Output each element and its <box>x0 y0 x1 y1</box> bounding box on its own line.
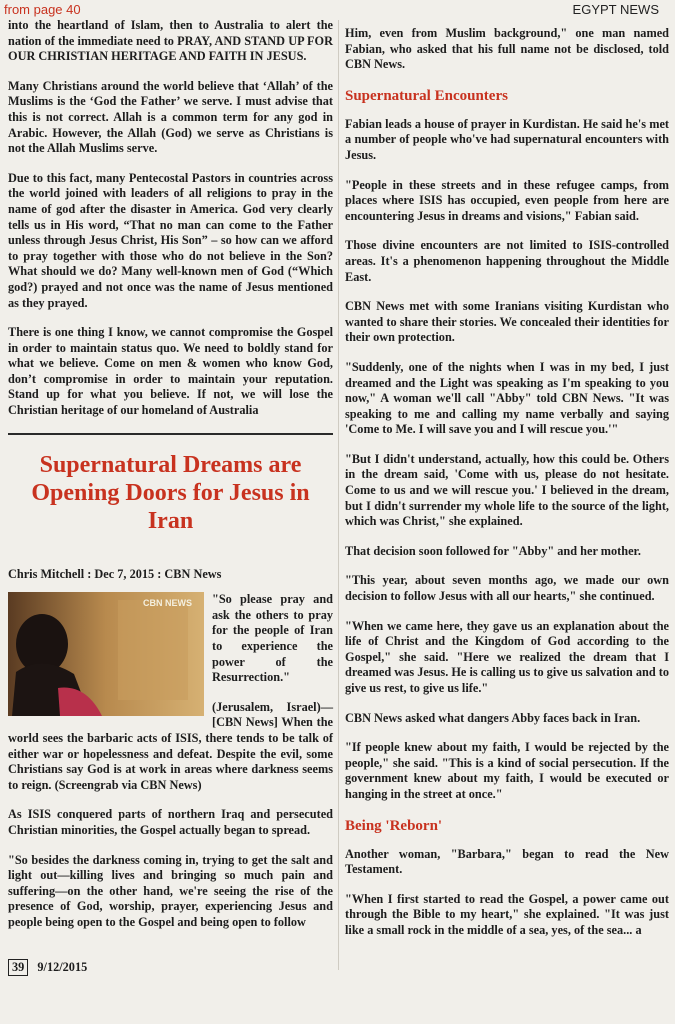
paragraph: Fabian leads a house of prayer in Kurdistan. He said he's met a number of people who've had supernatural encounters with Jesus. <box>345 116 669 162</box>
paragraph: "If people knew about my faith, I would be rejected by the people," she said. "This is a kind of social persecution. If the government knew about my faith, I would be executed or hanging in the street at once." <box>345 740 669 801</box>
article-photo <box>8 592 204 716</box>
paragraph: "But I didn't understand, actually, how this could be. Others in the dream said, 'Come with us, please do not hesitate. Come to us and we will rescue you.' I believed in the dream, but I didn't surrender my whole life to the source of the light, which was Christ," she explained. <box>345 451 669 529</box>
paragraph: Another woman, "Barbara," began to read the New Testament. <box>345 846 669 877</box>
paragraph: Him, even from Muslim background," one man named Fabian, who asked that his full name not be disclosed, told CBN News. <box>345 26 669 72</box>
section-heading: Supernatural Encounters <box>345 87 508 104</box>
article-divider <box>8 433 333 435</box>
paragraph: Due to this fact, many Pentecostal Pastors in countries across the world joined with leaders of all religions to pray in the name of god after the disaster in America. God very clearly tells us in His word, “That no man can come to the Father unless through Jesus Christ, His Son” – so how can we afford to pray together with those who do not believe in the Son? What should we do? Many well-known men of God (“Which god?) prayed and not once was the name of Jesus mentioned as they prayed. <box>8 170 333 310</box>
page-number: 39 <box>8 959 28 976</box>
paragraph: "So please pray and ask the others to pray for the people of Iran to experience the power of the Resurrection." <box>212 592 333 685</box>
continued-from-label: from page 40 <box>4 2 81 17</box>
paragraph: "When we came here, they gave us an explanation about the life of Christ and the Kingdom of God according to the Gospel," she said. "Here we realized the dream that I dreamed was Jesus. He is calling us to give us salvation and to give us rest, to give us life." <box>345 618 669 695</box>
paragraph: "So besides the darkness coming in, trying to get the salt and light out—killing lives and bringing so much pain and suffering—on the other hand, we're seeing the rise of the presence of God, worship, prayer, experiencing Jesus and people being open to the Gospel and being open to follow <box>8 852 333 929</box>
paragraph: "This year, about seven months ago, we made our own decision to follow Jesus with all our hearts," she continued. <box>345 573 669 604</box>
article-headline: Supernatural Dreams are Opening Doors for Jesus in Iran <box>31 451 310 534</box>
paragraph: There is one thing I know, we cannot compromise the Gospel in order to maintain status quo. We need to boldly stand for what we believe. Come on men & women who know God, don’t compromise in order to maintain your reputation. Stand up for what you believe. If not, we will lose the Christian heritage of our homeland of Australia <box>8 325 333 418</box>
paragraph: "Suddenly, one of the nights when I was in my bed, I just dreamed and the Light was speaking as I'm speaking to you now," A woman we'll call "Abby" told CBN News. "It was speaking to me and calling my name verbally and saying 'Come to Me. I will save you and I will rescue you.'" <box>345 359 669 437</box>
paragraph: Those divine encounters are not limited to ISIS-controlled areas. It's a phenomenon happening throughout the Middle East. <box>345 238 669 284</box>
paragraph: CBN News met with some Iranians visiting Kurdistan who wanted to share their stories. We concealed their identities for their own protection. <box>345 299 669 345</box>
section-heading: Being 'Reborn' <box>345 817 443 834</box>
article-byline: Chris Mitchell : Dec 7, 2015 : CBN News <box>8 566 222 581</box>
paragraph: Many Christians around the world believe that ‘Allah’ of the Muslims is the ‘God the Father’ we serve. I must advise that this is not correct. Allah is a common term for any god in Arabic. However, the Allah (God) we serve as Christians is not the Allah Muslims serve. <box>8 78 333 156</box>
paragraph: (Jerusalem, Israel)—[CBN News] When the world sees the barbaric acts of ISIS, there tends to be talk of either war or hopelessness and defeat. Despite the evil, some Christians say God is at work in areas where darkness seems to reign. (Screengrab via CBN News) <box>8 699 333 792</box>
left-column <box>8 18 333 945</box>
section-header: EGYPT NEWS <box>572 2 659 17</box>
issue-date: 9/12/2015 <box>37 960 88 974</box>
photo-woman-image <box>8 592 204 716</box>
page-footer <box>8 959 87 976</box>
paragraph: "When I first started to read the Gospel, a power came out through the Bible to my heart," she explained. "It was just like a small rock in the middle of a sea, yes, of the sea... a <box>345 891 669 937</box>
article-body <box>8 592 333 930</box>
paragraph: "People in these streets and in these refugee camps, from places where ISIS has occupied, even people from here are encountering Jesus in dreams and visions," Fabian said. <box>345 177 669 223</box>
right-column <box>345 26 669 953</box>
paragraph: As ISIS conquered parts of northern Iraq and persecuted Christian minorities, the Gospel actually began to spread. <box>8 807 333 837</box>
cbn-logo-text: CBN NEWS <box>143 598 192 609</box>
column-divider <box>338 20 339 970</box>
paragraph: CBN News asked what dangers Abby faces back in Iran. <box>345 710 641 725</box>
paragraph: into the heartland of Islam, then to Australia to alert the nation of the immediate need to PRAY, AND STAND UP FOR OUR CHRISTIAN HERITAGE AND FAITH IN JESUS. <box>8 18 333 64</box>
paragraph: That decision soon followed for "Abby" and her mother. <box>345 543 641 558</box>
